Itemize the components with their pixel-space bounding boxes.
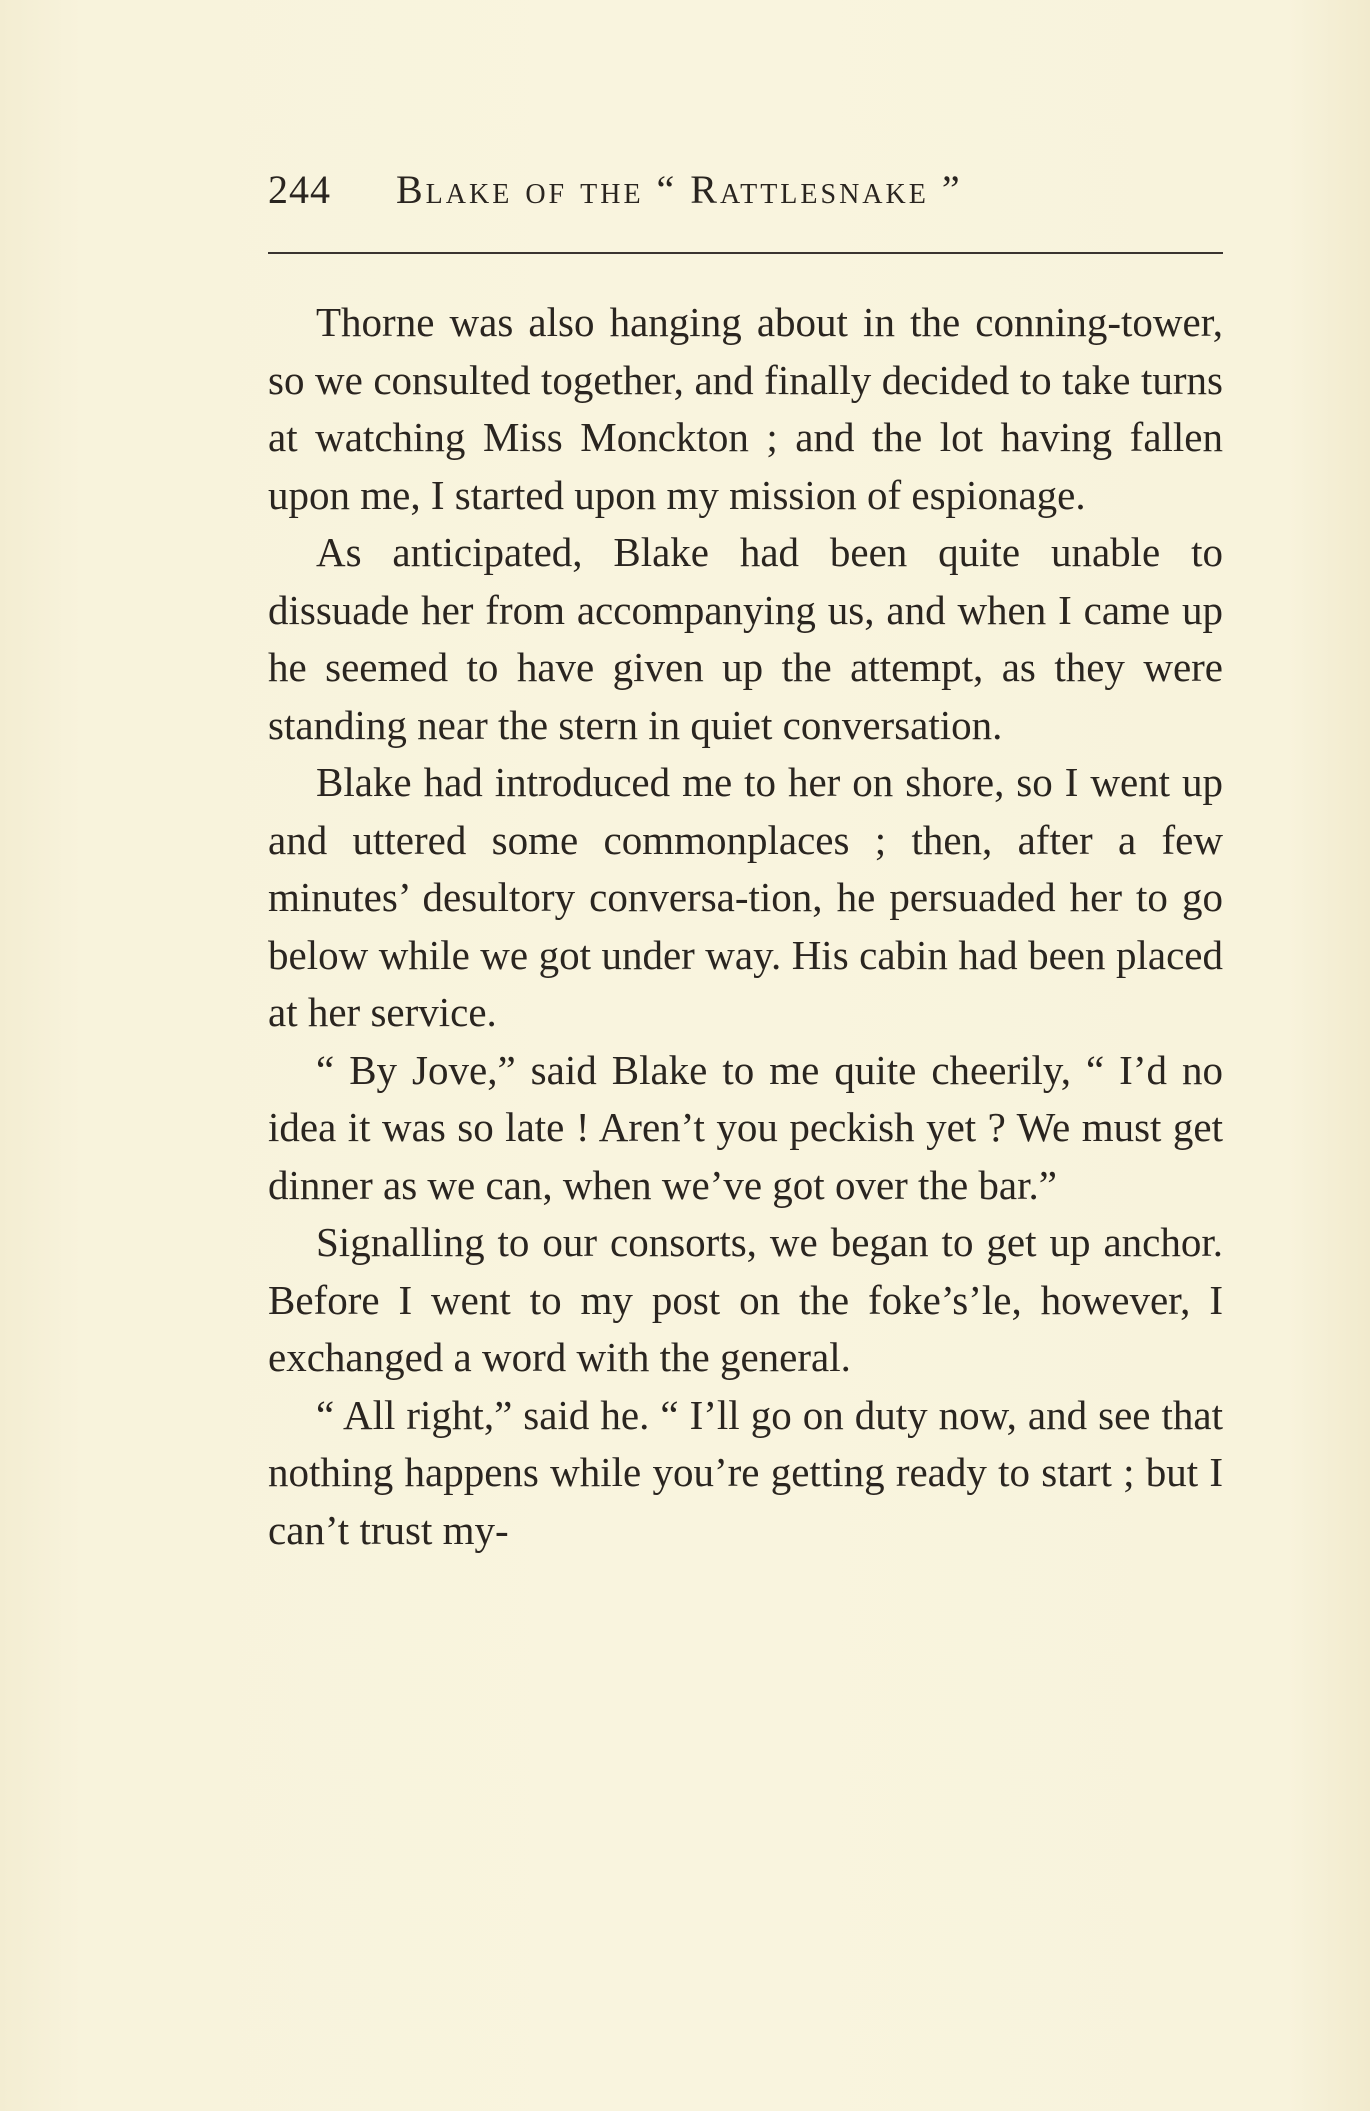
paragraph: “ All right,” said he. “ I’ll go on duty now, and see that nothing happens while you’re getting ready to start ; but I can’t trust my- (268, 1391, 1223, 1553)
paragraph: Blake had introduced me to her on shore, so I went up and uttered some commonplaces ; then, after a few minutes’ desultory conversa-tion, he persuaded her to go below while we got under way. His cabin had been placed at her service. (268, 759, 1223, 1035)
header-rule (268, 252, 1223, 254)
paragraph: “ By Jove,” said Blake to me quite cheerily, “ I’d no idea it was so late ! Aren’t you peckish yet ? We must get dinner as we can, when we’ve got over the bar.” (268, 1046, 1223, 1208)
page-header (268, 150, 1223, 220)
running-title: Blake of the “ Rattlesnake ” (396, 167, 963, 212)
paragraph: Thorne was also hanging about in the conning-tower, so we consulted together, and finally decided to take turns at watching Miss Monckton ; and the lot having fallen upon me, I started upon my mission of espionage. (268, 299, 1223, 518)
page-number: 244 (268, 167, 331, 212)
body-text (268, 294, 1223, 1559)
paragraph: Signalling to our consorts, we began to get up anchor. Before I went to my post on the foke’s’le, however, I exchanged a word with the general. (268, 1219, 1223, 1380)
paragraph: As anticipated, Blake had been quite unable to dissuade her from accompanying us, and when I came up he seemed to have given up the attempt, as they were standing near the stern in quiet conversation. (268, 529, 1223, 748)
